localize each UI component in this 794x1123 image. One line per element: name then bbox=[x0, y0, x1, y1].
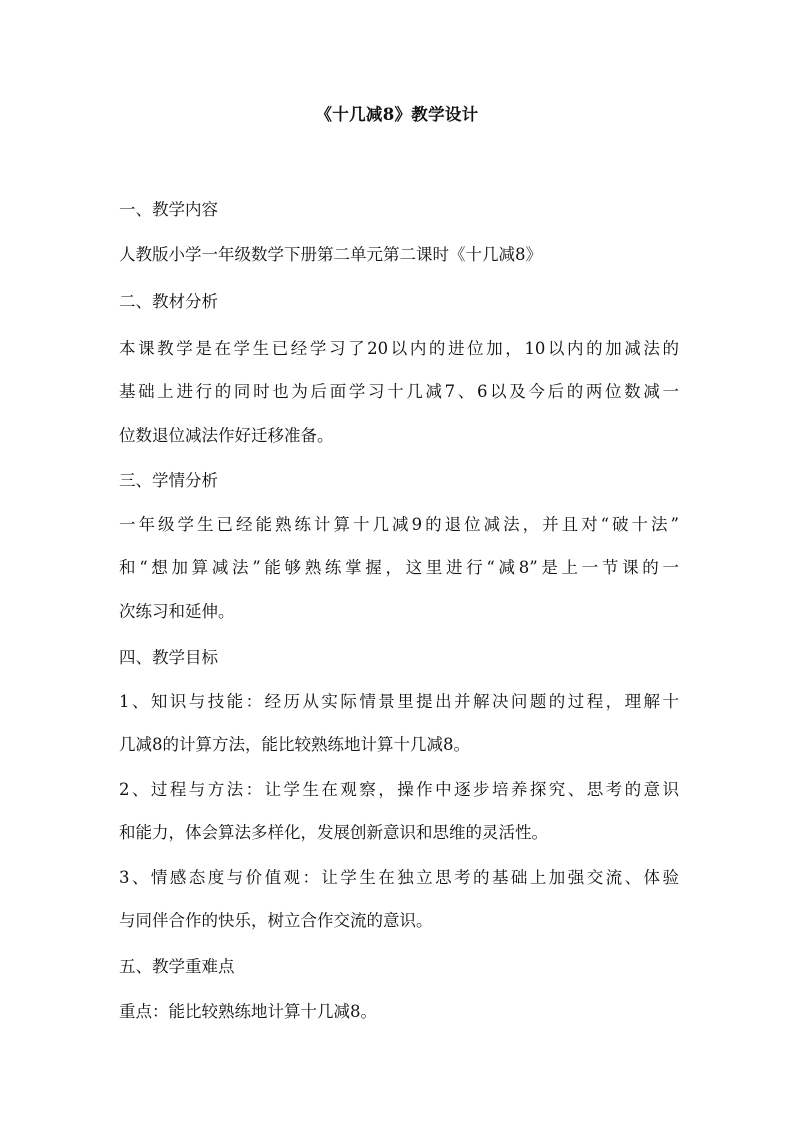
paragraph-line: 1、知识与技能：经历从实际情景里提出并解决问题的过程，理解十 bbox=[119, 692, 679, 711]
paragraph-line: 和能力，体会算法多样化，发展创新意识和思维的灵活性。 bbox=[119, 823, 548, 842]
paragraph-line: 一年级学生已经能熟练计算十几减9的退位减法，并且对“破十法” bbox=[119, 515, 679, 534]
paragraph-line: 重点：能比较熟练地计算十几减8。 bbox=[119, 1002, 377, 1021]
paragraph-line: 本课教学是在学生已经学习了20以内的进位加，10以内的加减法的 bbox=[119, 339, 679, 358]
paragraph-line: 与同伴合作的快乐，树立合作交流的意识。 bbox=[119, 911, 433, 930]
paragraph-line: 和“想加算减法”能够熟练掌握，这里进行“减8”是上一节课的一 bbox=[119, 558, 679, 577]
heading-material-analysis: 二、教材分析 bbox=[119, 292, 218, 311]
document-title: 《十几减8》教学设计 bbox=[315, 105, 479, 124]
paragraph-line: 人教版小学一年级数学下册第二单元第二课时《十几减8》 bbox=[119, 245, 542, 264]
heading-teaching-content: 一、教学内容 bbox=[119, 200, 218, 219]
paragraph-line: 基础上进行的同时也为后面学习十几减7、6以及今后的两位数减一 bbox=[119, 382, 679, 401]
heading-student-analysis: 三、学情分析 bbox=[119, 471, 218, 490]
heading-key-points: 五、教学重难点 bbox=[119, 957, 235, 976]
paragraph-line: 次练习和延伸。 bbox=[119, 602, 235, 621]
heading-teaching-goals: 四、教学目标 bbox=[119, 648, 218, 667]
paragraph-line: 几减8的计算方法，能比较熟练地计算十几减8。 bbox=[119, 735, 470, 754]
paragraph-line: 2、过程与方法：让学生在观察，操作中逐步培养探究、思考的意识 bbox=[119, 780, 679, 799]
paragraph-line: 3、情感态度与价值观：让学生在独立思考的基础上加强交流、体验 bbox=[119, 868, 679, 887]
paragraph-line: 位数退位减法作好迁移准备。 bbox=[119, 426, 334, 445]
